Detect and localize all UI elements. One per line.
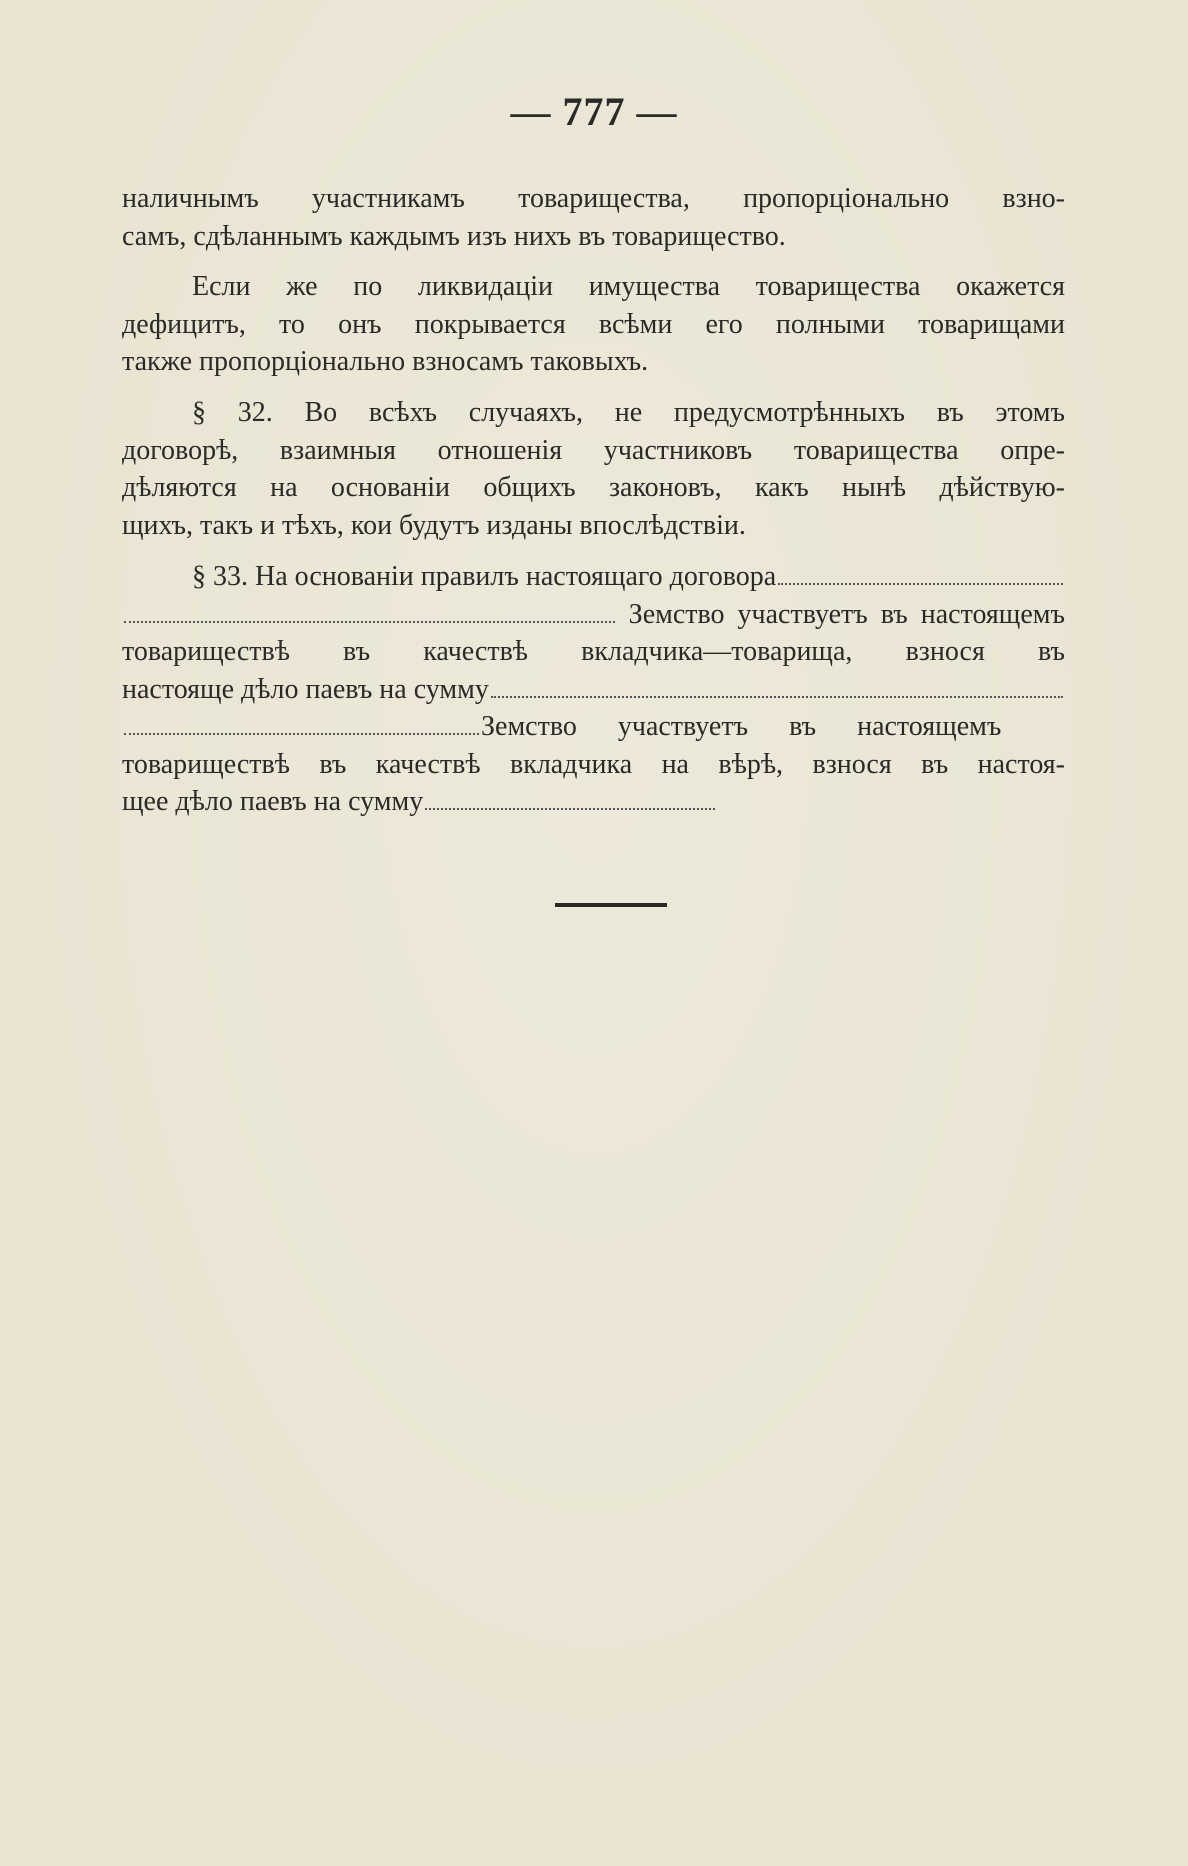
text-line: [122, 596, 1065, 634]
paragraph-2: [122, 268, 1065, 381]
text-line: дефицитъ, то онъ покрывается всѣми его полными товарищами: [122, 308, 1065, 340]
blank-fill-line: [124, 709, 479, 735]
text-line: товариществѣ въ качествѣ вкладчика—товарища, взнося въ: [122, 636, 1065, 667]
text-line: договорѣ, взаимныя отношенія участниковъ товарищества опре-: [122, 434, 1065, 466]
text-line: § 32. Во всѣхъ случаяхъ, не предусмотрѣнныхъ въ этомъ: [192, 397, 1065, 428]
text-segment: Земство участвуетъ въ настоящемъ: [481, 711, 1002, 742]
paragraph-1: [122, 180, 1065, 255]
blank-fill-line: [124, 597, 615, 623]
text-line: [122, 558, 1065, 596]
text-line: щихъ, такъ и тѣхъ, кои будутъ изданы впослѣдствіи.: [122, 509, 746, 541]
text-line: дѣляются на основаніи общихъ законовъ, какъ нынѣ дѣйствую-: [122, 472, 1065, 503]
text-line: наличнымъ участникамъ товарищества, пропорціонально взно-: [122, 183, 1065, 214]
section-divider: [555, 903, 667, 907]
text-line: товариществѣ въ качествѣ вкладчика на вѣрѣ, взнося въ настоя-: [122, 748, 1065, 780]
text-segment: щее дѣло паевъ на сумму: [122, 786, 424, 817]
text-segment: § 33. На основаніи правилъ настоящаго договора: [192, 561, 777, 592]
paragraph-4: [122, 558, 1065, 821]
blank-fill-line: [491, 672, 1063, 698]
text-line: [122, 671, 1065, 709]
text-line: [122, 708, 1065, 746]
text-line: также пропорціонально взносамъ таковыхъ.: [122, 346, 649, 377]
text-line: Если же по ликвидаціи имущества товарищества окажется: [192, 271, 1065, 302]
text-line: [122, 783, 1065, 821]
text-line: самъ, сдѣланнымъ каждымъ изъ нихъ въ товарищество.: [122, 220, 786, 252]
page-number: — 777 —: [510, 89, 678, 134]
paragraph-3: [122, 394, 1065, 544]
text-segment: настояще дѣло паевъ на сумму: [122, 673, 489, 705]
blank-fill-line: [425, 784, 715, 810]
blank-fill-line: [778, 559, 1063, 585]
text-segment: Земство участвуетъ въ настоящемъ: [628, 598, 1065, 630]
